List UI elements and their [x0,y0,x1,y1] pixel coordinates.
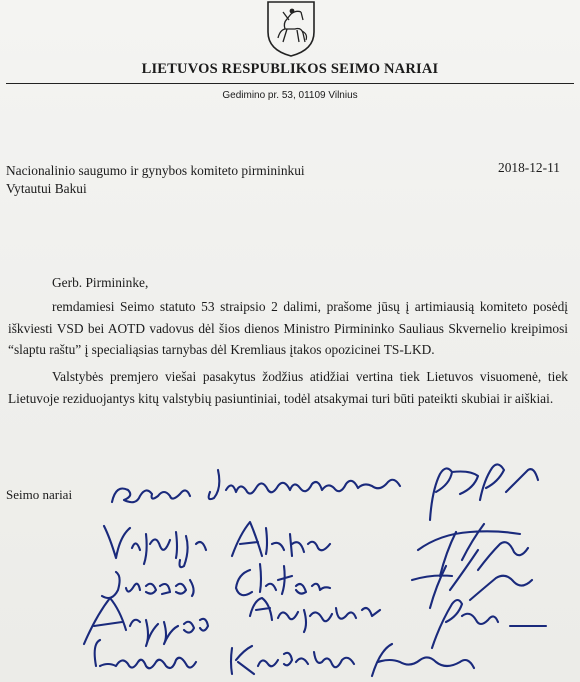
handwritten-name-3 [102,564,330,598]
recipient-line-1: Nacionalinio saugumo ir gynybos komiteto pirmininkui [6,163,305,178]
recipient-line-2: Vytautui Bakui [6,181,87,196]
handwritten-name-1 [112,470,400,502]
paragraph-2-line-1: Valstybės premjero viešai pasakytus žodžius atidžiai vertina tiek Lietuvos visuomenė, tiek [52,369,568,384]
organization-title: LIETUVOS RESPUBLIKOS SEIMO NARIAI [141,61,439,77]
signature-1 [430,464,538,520]
salutation: Gerb. Pirmininke, [52,275,149,290]
paragraph-2-line-2: Lietuvoje reziduojantys kitų valstybių pasiuntiniai, todėl atsakymai turi būti pateikti skubiai ir aiškiai. [8,390,554,406]
header-divider [6,83,574,84]
coat-of-arms-icon [265,0,317,58]
signature-2 [418,524,528,576]
signers-label: Seimo nariai [6,487,73,502]
paragraph-1-line-3: “slaptu raštu” į specialiąsias tarnybas dėl Kremliaus įtakos opozicinei TS-LKD. [8,342,435,358]
signature-4 [432,600,546,648]
paragraph-1-line-1: remdamiesi Seimo statuto 53 straipsio 2 dalimi, prašome jūsų į artimiausią komiteto posėdį [52,299,568,314]
handwritten-name-2 [104,522,330,567]
handwritten-name-5 [95,640,354,674]
body-paragraph-2 [8,366,568,409]
body-paragraph-1 [8,296,568,361]
handwritten-signatures [0,440,580,682]
signature-3 [412,550,532,608]
handwritten-name-4 [84,598,380,646]
paragraph-1-line-2: iškviesti VSD bei AOTD vadovus dėl šios dienos Ministro Pirmininko Sauliaus Skvernelio kreipimosi [8,320,568,336]
organization-address: Gedimino pr. 53, 01109 Vilnius [222,90,358,101]
signature-5 [372,644,474,676]
letter-date: 2018-12-11 [498,160,560,175]
